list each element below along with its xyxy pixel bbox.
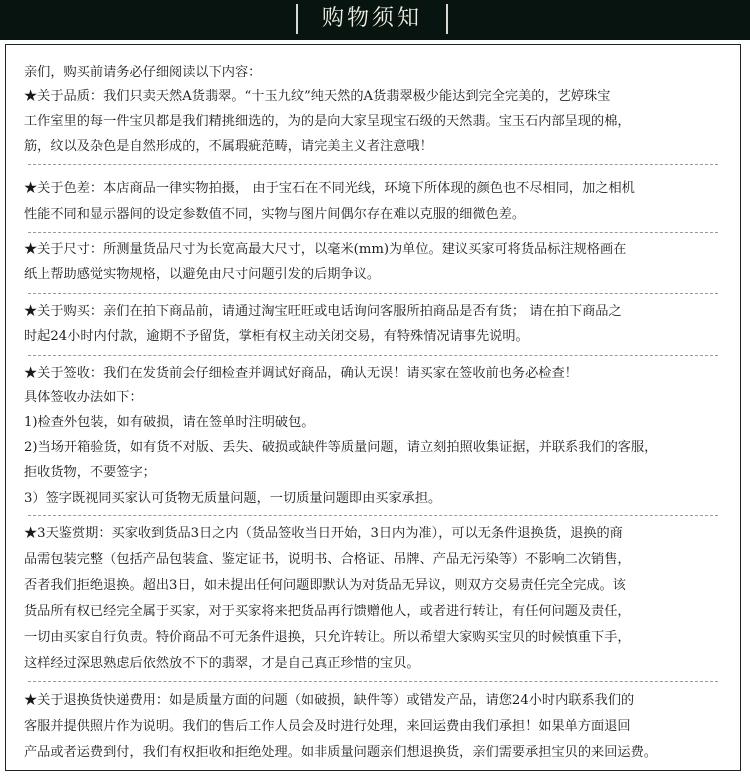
returns-line-1: ★3天鉴赏期：买家收到货品3日之内（货品签收当日开始，3日内为准），可以无条件退换货，退换的商 [24, 526, 623, 541]
returns-line-4: 货品所有权已经完全属于买家，对于买家将来把货品再行馈赠他人，或者进行转让，有任何问题及责任， [24, 604, 631, 619]
page-title: 购物须知 [296, 4, 448, 34]
receipt-line-6: 3）签字既视同买家认可货物无质量问题，一切质量问题即由买家承担。 [24, 491, 442, 506]
shipping-line-1: ★关于退换货快递费用：如是质量方面的问题（如破损，缺件等）或错发产品，请您24小时内联系我们的 [24, 693, 635, 708]
section-divider [28, 515, 718, 516]
receipt-line-4: 2)当场开箱验货，如有货不对版、丢失、破损或缺件等质量问题，请立刻拍照收集证据，并联系我们的客服， [24, 440, 658, 455]
quality-line-3: 筋，纹以及杂色是自然形成的，不属瑕疵范畴，请完美主义者注意哦！ [24, 139, 433, 154]
purchase-line-1: ★关于购买：亲们在拍下商品前，请通过淘宝旺旺或电话询问客服所拍商品是否有货； 请在拍下商品之 [24, 304, 622, 319]
section-divider [28, 232, 718, 233]
section-divider [28, 681, 718, 682]
section-divider [28, 164, 718, 165]
section-divider [28, 355, 718, 356]
quality-line-1: ★关于品质：我们只卖天然A货翡翠。“十玉九纹”纯天然的A货翡翠极少能达到完全完美的，艺婷珠宝 [24, 89, 611, 104]
returns-line-6: 这样经过深思熟虑后依然放不下的翡翠，才是自己真正珍惜的宝贝。 [24, 656, 420, 671]
receipt-line-5: 拒收货物，不要签字； [24, 465, 156, 480]
color-line-2: 性能不同和显示器间的设定参数值不同，实物与图片间偶尔存在难以克服的细微色差。 [24, 207, 526, 222]
color-line-1: ★关于色差：本店商品一律实物拍摄， 由于宝石在不同光线，环境下所体现的颜色也不尽相同，加之相机 [24, 181, 635, 196]
size-line-2: 纸上帮助感觉实物规格，以避免由尺寸问题引发的后期争议。 [24, 267, 381, 282]
receipt-line-2: 具体签收办法如下： [24, 390, 143, 405]
returns-line-5: 一切由买家自行负责。特价商品不可无条件退换，只允许转让。所以希望大家购买宝贝的时候慎重下手， [24, 630, 631, 645]
purchase-line-2: 时起24小时内付款，逾期不予留货，掌柜有权主动关闭交易，有特殊情况请事先说明。 [24, 329, 529, 344]
receipt-line-3: 1)检查外包装，如有破损，请在签单时注明破包。 [24, 415, 315, 430]
returns-line-2: 品需包装完整（包括产品包装盒、鉴定证书，说明书、合格证、吊牌、产品无污染等）不影响二次销售， [24, 552, 631, 567]
quality-line-2: 工作室里的每一件宝贝都是我们精挑细选的，为的是向大家呈现宝石级的天然翡。宝玉石内部呈现的棉， [24, 114, 631, 129]
receipt-line-1: ★关于签收：我们在发货前会仔细检查并调试好商品，确认无误！请买家在签收前也务必检查！ [24, 366, 578, 381]
header-banner [0, 0, 750, 40]
size-line-1: ★关于尺寸：所测量货品尺寸为长宽高最大尺寸，以毫米(mm)为单位。建议买家可将货品标注规格画在 [24, 242, 627, 257]
shipping-line-3: 产品或者运费到付，我们有权拒收和拒绝处理。如非质量问题亲们想退换货，亲们需要承担宝贝的来回运费。 [24, 745, 657, 760]
returns-line-3: 否者我们拒绝退换。超出3日，如未提出任何问题即默认为对货品无异议，则双方交易责任完全完成。该 [24, 578, 626, 593]
section-divider [28, 293, 718, 294]
intro-text: 亲们，购买前请务必仔细阅读以下内容： [24, 65, 262, 80]
shipping-line-2: 客服并提供照片作为说明。我们的售后工作人员会及时进行处理，来回运费由我们承担！如果单方面退回 [24, 719, 631, 734]
